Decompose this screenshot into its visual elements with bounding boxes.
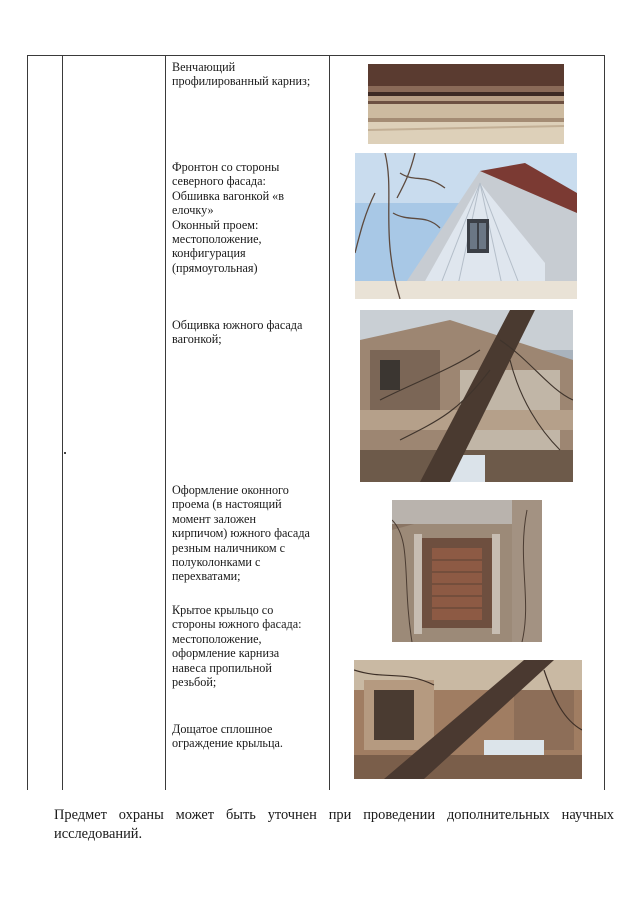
table-column-divider: [62, 55, 63, 790]
text-line: (прямоугольная): [172, 260, 258, 275]
text-line: кирпичом) южного фасада: [172, 526, 310, 541]
text-line: местоположение,: [172, 631, 262, 646]
description-porch-fence: [172, 722, 323, 751]
text-line: конфигурация: [172, 246, 246, 261]
text-line: Оконный проем:: [172, 217, 259, 232]
description-north-gable: [172, 160, 323, 275]
text-line: проема (в настоящий: [172, 497, 282, 512]
text-line: Общивка южного фасада: [172, 318, 303, 332]
text-line: Оформление оконного: [172, 483, 289, 497]
table-border-right: [604, 55, 605, 790]
text-line: полуколонками с: [172, 555, 261, 570]
table-column-divider: [329, 55, 330, 790]
description-eaves-cornice: [172, 60, 323, 89]
text-line: Обшивка вагонкой «в: [172, 188, 284, 203]
table-column-divider: [165, 55, 166, 790]
text-line: вагонкой;: [172, 332, 222, 347]
text-line: резьбой;: [172, 675, 217, 690]
description-south-cladding: [172, 318, 323, 347]
text-line: профилированный карниз;: [172, 74, 311, 89]
text-line: местоположение,: [172, 232, 262, 247]
text-line: момент заложен: [172, 511, 256, 526]
text-line: навеса пропильной: [172, 660, 272, 675]
porch-photo: [354, 660, 582, 779]
description-window-opening: [172, 483, 323, 584]
text-line: оформление карниза: [172, 646, 280, 661]
text-line: Дощатое сплошное: [172, 722, 273, 736]
scan-speck: [64, 452, 66, 454]
text-line: Фронтон со стороны: [172, 160, 280, 174]
table-top-border: [27, 55, 605, 56]
text-line: елочку»: [172, 203, 214, 218]
table-border-left: [27, 55, 28, 790]
text-line: резным наличником с: [172, 540, 286, 555]
text-line: перехватами;: [172, 569, 241, 584]
window-opening-photo: [392, 500, 542, 642]
text-line: Крытое крыльцо со: [172, 603, 274, 617]
text-line: стороны южного фасада:: [172, 617, 302, 632]
south-facade-photo: [360, 310, 573, 482]
text-line: ограждение крыльца.: [172, 736, 283, 751]
text-line: Венчающий: [172, 60, 236, 74]
text-line: северного фасада:: [172, 174, 266, 189]
north-gable-photo: [355, 153, 577, 299]
footer-note: Предмет охраны может быть уточнен при проведении дополнительных научных исследований.: [54, 807, 614, 842]
eaves-cornice-photo: [368, 64, 564, 144]
description-covered-porch: [172, 603, 323, 689]
